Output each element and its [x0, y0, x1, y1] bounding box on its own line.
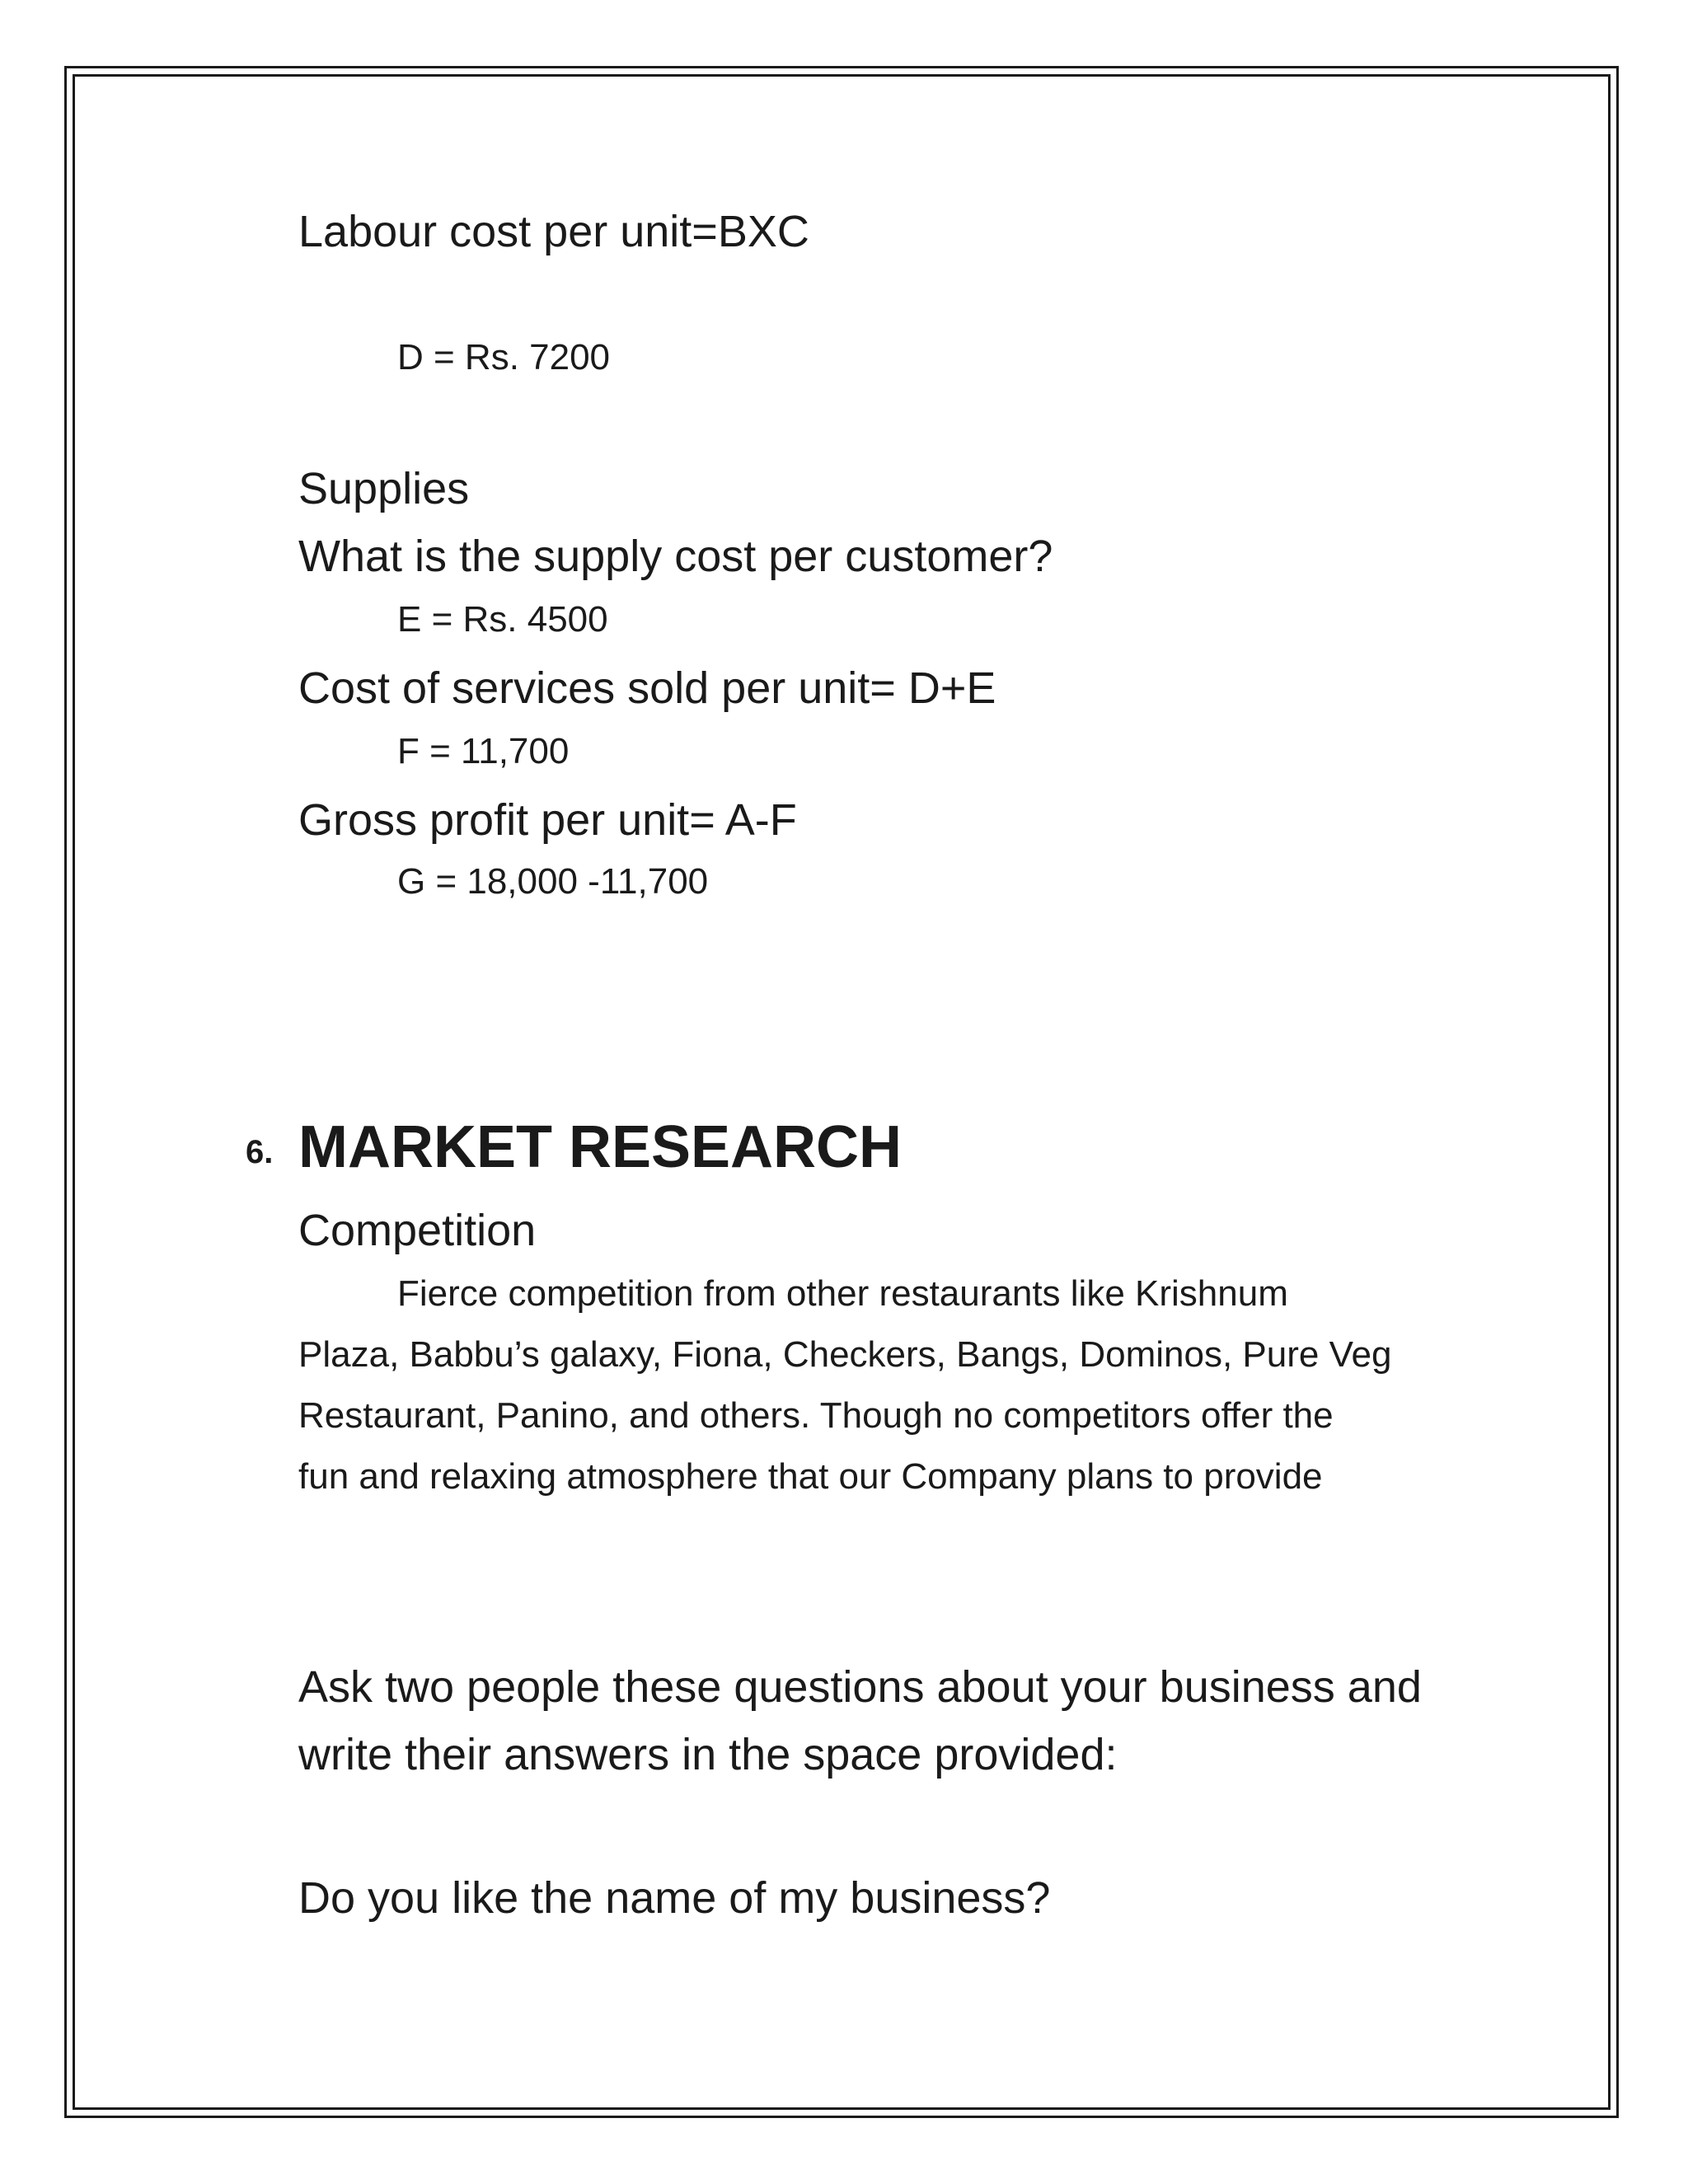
supply-cost-value: E = Rs. 4500 [397, 599, 608, 640]
gross-profit-value: G = 18,000 -11,700 [397, 861, 709, 902]
cost-of-services-formula: Cost of services sold per unit= D+E [298, 663, 996, 713]
paragraph-line: Fierce competition from other restaurants like Krishnum [397, 1273, 1288, 1314]
labour-cost-value: D = Rs. 7200 [397, 337, 611, 377]
page-border-inner [73, 74, 1611, 2110]
section-title: MARKET RESEARCH [298, 1114, 903, 1180]
section-number: 6. [246, 1134, 274, 1170]
paragraph-line: fun and relaxing atmosphere that our Company plans to provide [298, 1456, 1323, 1497]
supply-cost-question: What is the supply cost per customer? [298, 532, 1053, 581]
competition-heading: Competition [298, 1206, 537, 1255]
survey-instruction-line2: write their answers in the space provided: [298, 1730, 1118, 1779]
supplies-heading: Supplies [298, 464, 470, 513]
paragraph-line: Restaurant, Panino, and others. Though no competitors offer the [298, 1395, 1334, 1436]
cost-of-services-value: F = 11,700 [397, 731, 570, 771]
paragraph-line: Plaza, Babbu’s galaxy, Fiona, Checkers, Bangs, Dominos, Pure Veg [298, 1334, 1392, 1375]
labour-cost-formula: Labour cost per unit=BXC [298, 207, 809, 256]
survey-instruction-line1: Ask two people these questions about your business and [298, 1662, 1422, 1712]
survey-question-business-name: Do you like the name of my business? [298, 1873, 1051, 1923]
gross-profit-formula: Gross profit per unit= A-F [298, 795, 797, 845]
